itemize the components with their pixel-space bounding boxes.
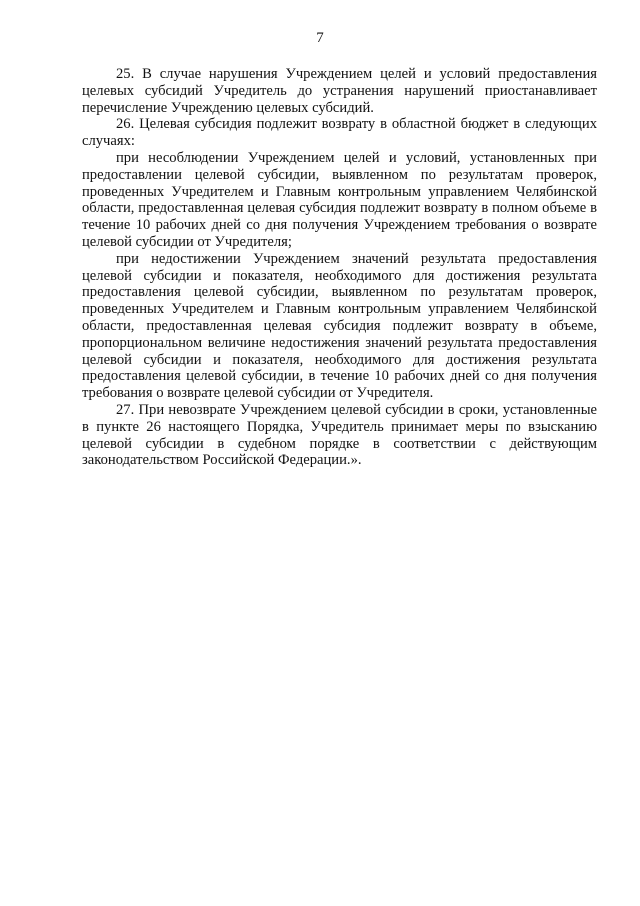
paragraph-26-case-nonachievement: при недостижении Учреждением значений результата предоставления целевой субсидии и показателя, необходимого для достижения результата предоставления целевой субсидии, выявленном по результатам проверок, проведенных Учредителем и Главным контрольным управлением Челябинской области, предоставленная целевая субсидия подлежит возврату в объеме, пропорциональном величине недостижения значений результата предоставления целевой субсидии и показателя, необходимого для достижения результата предоставления целевой субсидии, в течение 10 рабочих дней со дня получения требования о возврате целевой субсидии от Учредителя. <box>82 250 597 402</box>
paragraph-27: 27. При невозврате Учреждением целевой субсидии в сроки, установленные в пункте 26 настоящего Порядка, Учредитель принимает меры по взысканию целевой субсидии в судебном порядке в соответствии с действующим законодательством Российской Федерации.». <box>82 401 597 469</box>
paragraph-25: 25. В случае нарушения Учреждением целей и условий предоставления целевых субсидий Учредитель до устранения нарушений приостанавливает перечисление Учреждению целевых субсидий. <box>82 66 597 116</box>
paragraph-26: 26. Целевая субсидия подлежит возврату в областной бюджет в следующих случаях: <box>82 116 597 150</box>
page-number: 7 <box>316 30 324 46</box>
document-body <box>82 66 597 469</box>
paragraph-26-case-noncompliance: при несоблюдении Учреждением целей и условий, установленных при предоставлении целевой субсидии, выявленном по результатам проверок, проведенных Учредителем и Главным контрольным управлением Челябинской области, предоставленная целевая субсидия подлежит возврату в полном объеме в течение 10 рабочих дней со дня получения Учреждением требования о возврате целевой субсидии от Учредителя; <box>82 149 597 250</box>
